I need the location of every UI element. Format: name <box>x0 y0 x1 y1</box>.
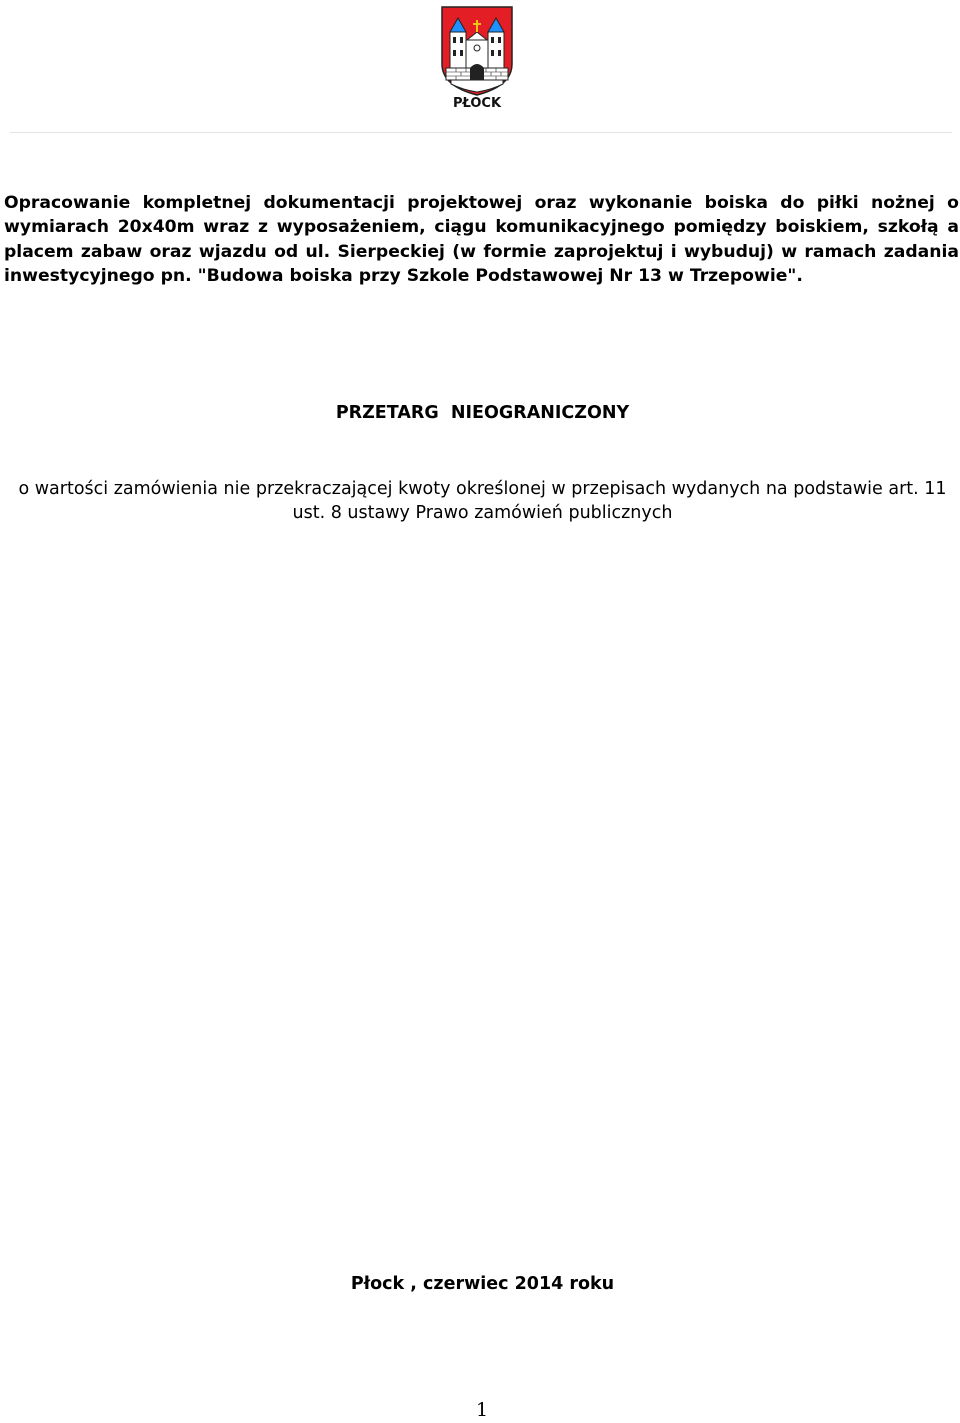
cross-vertical <box>476 20 478 32</box>
church-body <box>466 40 488 68</box>
crest-label: PŁOCK <box>452 96 502 111</box>
contract-value-description: o wartości zamówienia nie przekraczającej kwoty określonej w przepisach wydanych na podstawie art. 11 ust. 8 ustawy Prawo zamówień publicznych <box>18 479 947 523</box>
lower-wall <box>451 80 503 92</box>
plock-coat-of-arms <box>441 6 513 96</box>
place-and-date: Płock , czerwiec 2014 roku <box>350 1274 615 1294</box>
tender-type-heading: PRZETARG NIEOGRANICZONY <box>335 403 630 423</box>
page-number: 1 <box>475 1399 489 1421</box>
city-gate <box>470 64 484 80</box>
left-tower <box>450 32 466 68</box>
right-tower <box>488 32 504 68</box>
document-subject: Opracowanie kompletnej dokumentacji projektowej oraz wykonanie boiska do piłki nożnej o wymiarach 20x40m wraz z wyposażeniem, ciągu komunikacyjnego pomiędzy boiskiem, szkołą a placem zabaw oraz wjazdu od ul. Sierpeckiej (w formie zaprojektuj i wybuduj) w ramach zadania inwestycyjnego pn. "Budowa boiska przy Szkole Podstawowej Nr 13 w Trzepowie". <box>4 193 959 287</box>
cross-horizontal <box>473 23 481 25</box>
header-divider <box>10 132 952 133</box>
